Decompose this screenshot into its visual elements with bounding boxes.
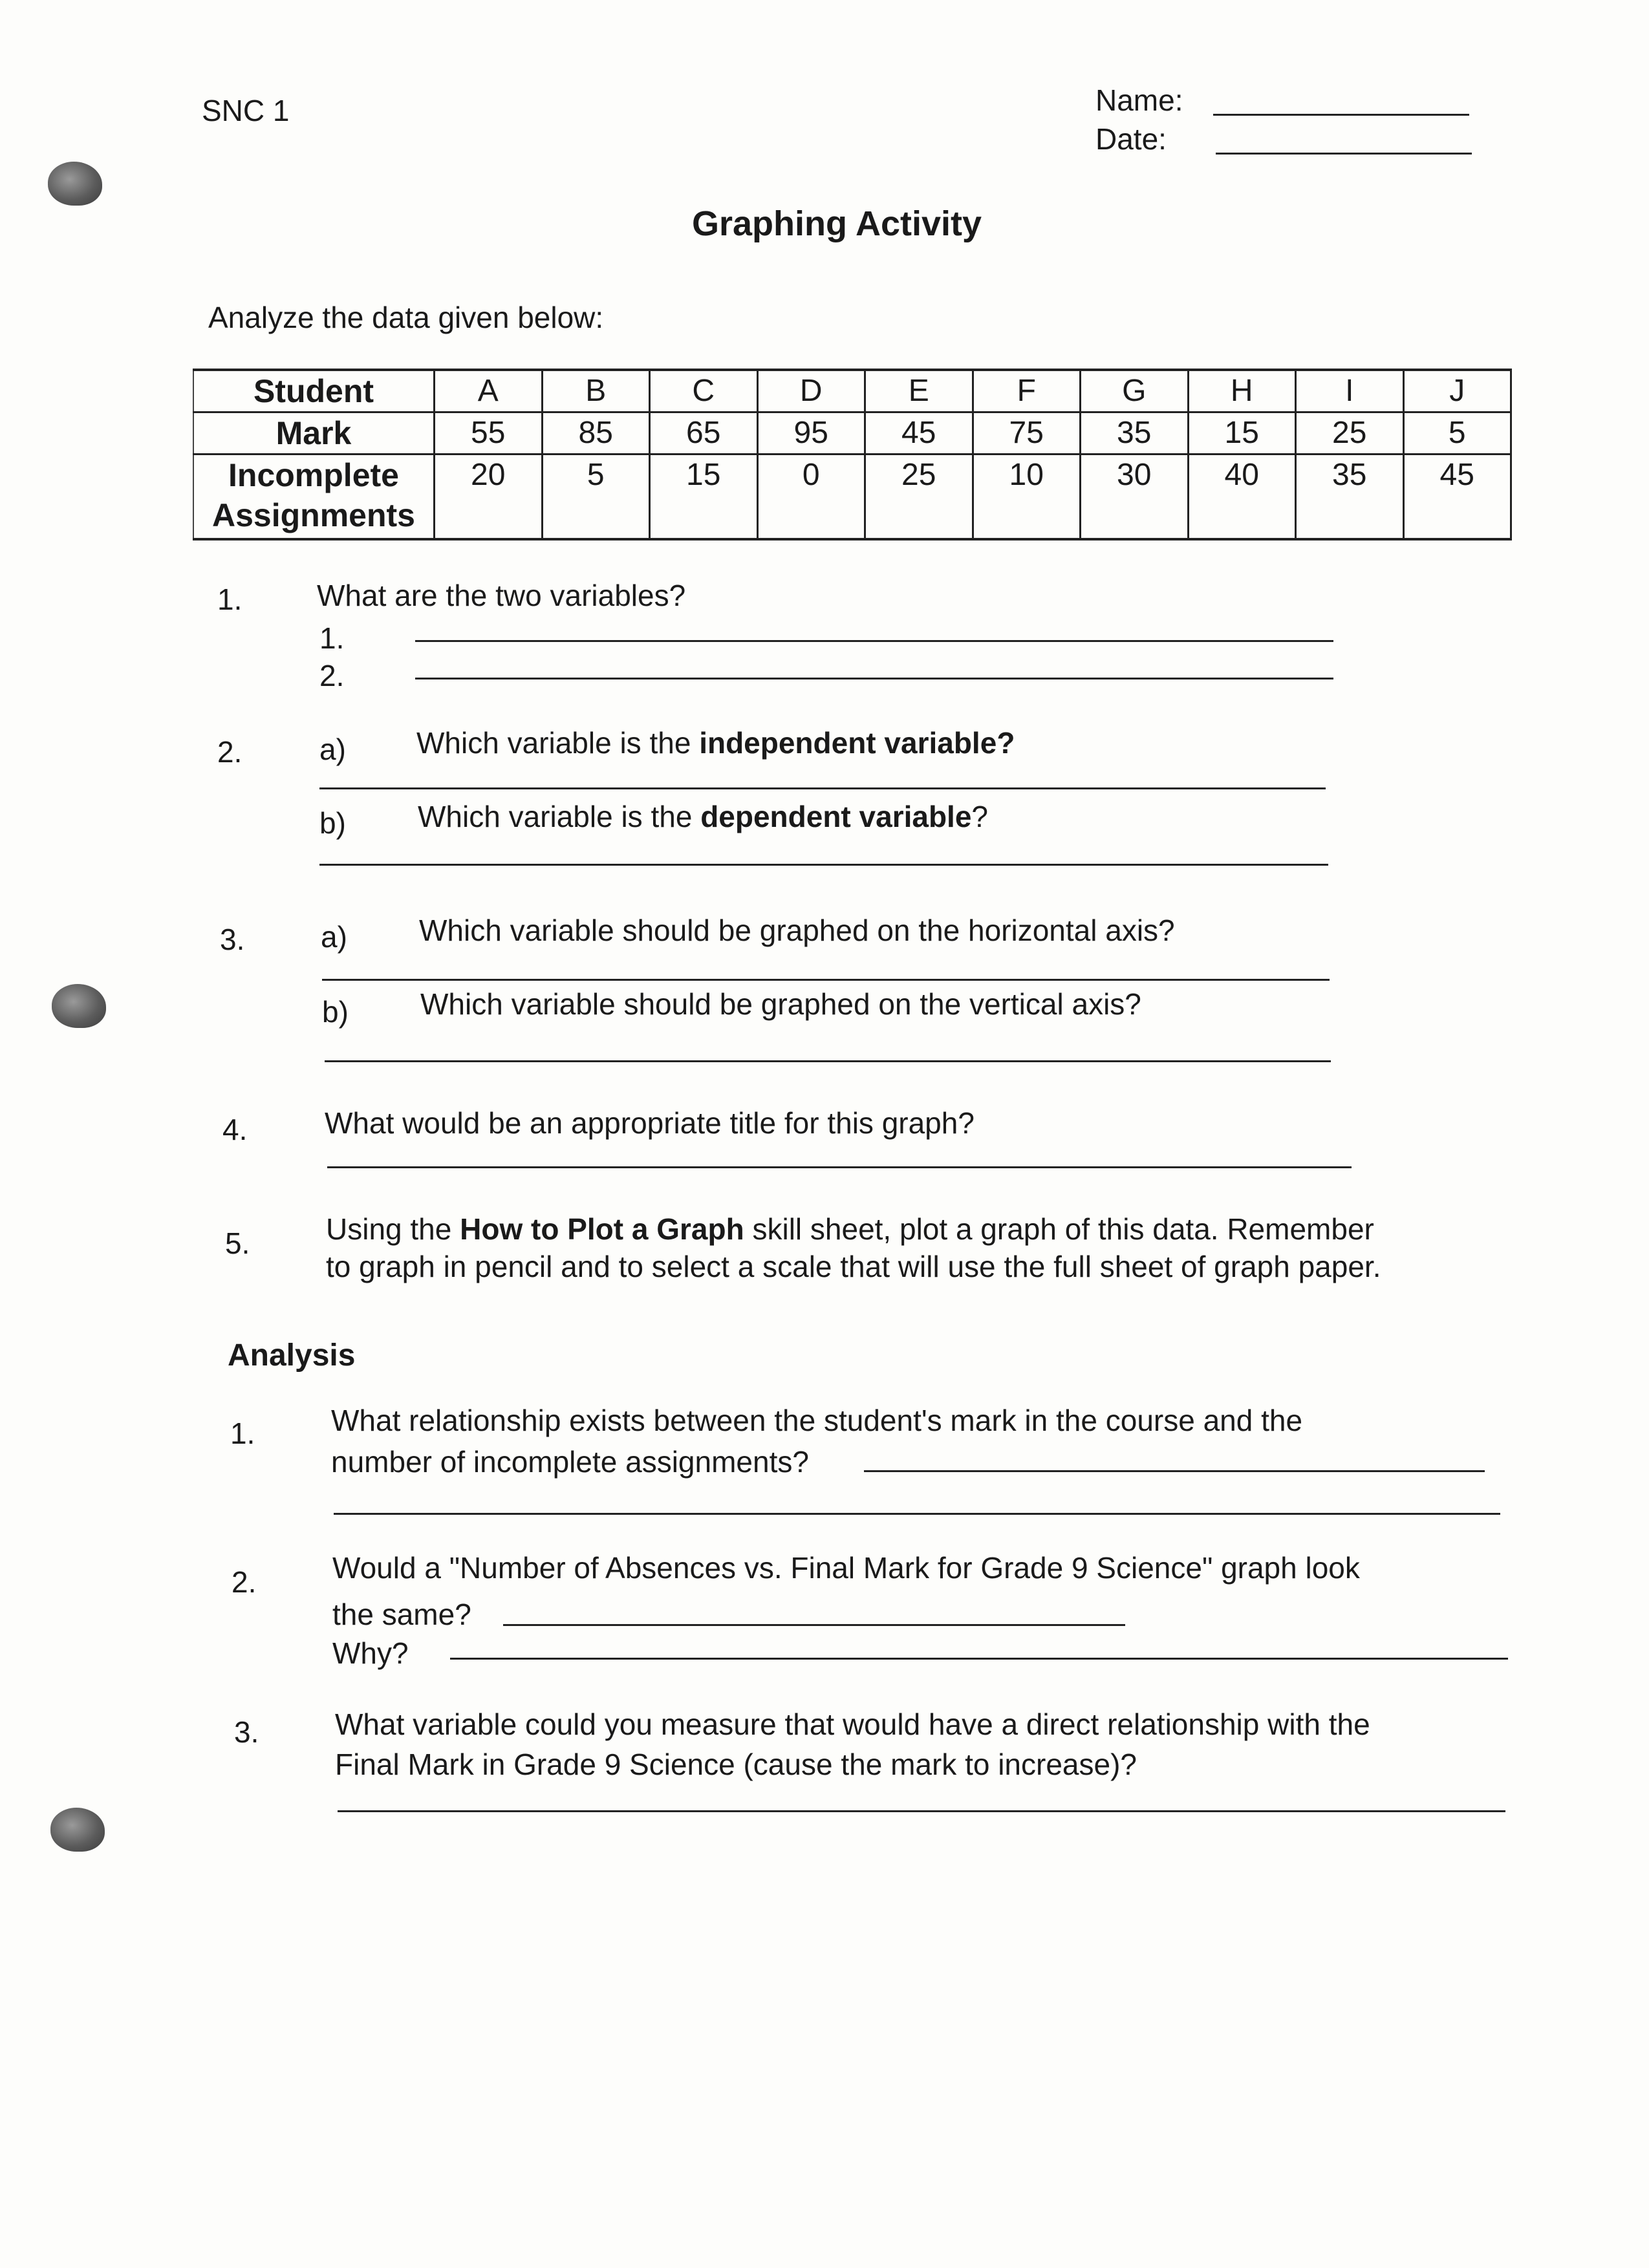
- incomplete-cell: 40: [1188, 455, 1296, 540]
- date-label: Date:: [1095, 122, 1167, 156]
- student-cell: D: [757, 370, 865, 412]
- analysis-2-line3: Why?: [332, 1636, 409, 1670]
- mark-cell: 5: [1403, 412, 1511, 455]
- student-cell: J: [1403, 370, 1511, 412]
- question-5-line1: [326, 1212, 1374, 1247]
- question-4-answer[interactable]: [327, 1166, 1352, 1168]
- punch-hole-middle: [52, 984, 106, 1028]
- row-header-incomplete-line1: Incomplete: [228, 457, 399, 493]
- question-3b-text: Which variable should be graphed on the vertical axis?: [420, 987, 1141, 1021]
- punch-hole-top: [48, 162, 102, 206]
- question-3a-text: Which variable should be graphed on the horizontal axis?: [419, 914, 1175, 947]
- question-1-number: 1.: [217, 583, 242, 616]
- row-header-incomplete: [193, 455, 435, 540]
- question-1-sub2-label: 2.: [319, 659, 345, 692]
- incomplete-cell: 30: [1081, 455, 1189, 540]
- question-1-text: What are the two variables?: [317, 579, 686, 612]
- mark-cell: 95: [757, 412, 865, 455]
- analysis-3-number: 3.: [234, 1715, 259, 1749]
- question-2b-answer[interactable]: [319, 864, 1328, 866]
- incomplete-cell: 35: [1296, 455, 1404, 540]
- incomplete-row: [193, 455, 1511, 540]
- analysis-2-same-answer[interactable]: [503, 1624, 1125, 1626]
- mark-cell: 15: [1188, 412, 1296, 455]
- row-header-incomplete-line2: Assignments: [212, 497, 415, 533]
- question-2a-text-post: ?: [997, 726, 1015, 760]
- mark-cell: 35: [1081, 412, 1189, 455]
- analysis-3-line1: What variable could you measure that would have a direct relationship with the: [335, 1707, 1370, 1741]
- course-code: SNC 1: [202, 94, 290, 127]
- student-row: [193, 370, 1511, 412]
- mark-cell: 25: [1296, 412, 1404, 455]
- row-header-mark: Mark: [193, 412, 435, 455]
- mark-cell: 65: [650, 412, 758, 455]
- question-2b-text: [418, 799, 988, 835]
- question-5-post: skill sheet, plot a graph of this data. Remember: [744, 1212, 1374, 1246]
- question-3b-label: b): [322, 995, 349, 1029]
- mark-cell: 45: [865, 412, 973, 455]
- incomplete-cell: 20: [435, 455, 543, 540]
- row-header-student: Student: [193, 370, 435, 412]
- analysis-1-answer-inline[interactable]: [864, 1470, 1485, 1472]
- mark-cell: 85: [542, 412, 650, 455]
- page-title: Graphing Activity: [692, 204, 982, 243]
- analysis-2-why-answer[interactable]: [450, 1658, 1508, 1660]
- student-cell: E: [865, 370, 973, 412]
- incomplete-cell: 5: [542, 455, 650, 540]
- question-2a-text-pre: Which variable is the: [416, 726, 700, 760]
- incomplete-cell: 15: [650, 455, 758, 540]
- mark-row: [193, 412, 1511, 455]
- date-field[interactable]: [1216, 153, 1472, 155]
- analysis-1-line2: number of incomplete assignments?: [331, 1445, 809, 1479]
- question-1-answer-2[interactable]: [415, 678, 1333, 679]
- student-cell: H: [1188, 370, 1296, 412]
- intro-text: Analyze the data given below:: [208, 301, 604, 334]
- incomplete-cell: 45: [1403, 455, 1511, 540]
- analysis-2-line1: Would a "Number of Absences vs. Final Mark for Grade 9 Science" graph look: [332, 1551, 1360, 1585]
- student-cell: A: [435, 370, 543, 412]
- question-2a-answer[interactable]: [319, 787, 1326, 789]
- data-table: [193, 369, 1512, 540]
- question-4-number: 4.: [222, 1113, 248, 1146]
- incomplete-cell: 0: [757, 455, 865, 540]
- mark-cell: 55: [435, 412, 543, 455]
- question-2a-label: a): [319, 733, 346, 766]
- incomplete-cell: 25: [865, 455, 973, 540]
- question-1-answer-1[interactable]: [415, 640, 1333, 642]
- punch-hole-bottom: [50, 1808, 105, 1852]
- student-cell: C: [650, 370, 758, 412]
- question-2-number: 2.: [217, 735, 242, 769]
- incomplete-cell: 10: [973, 455, 1081, 540]
- question-5-bold: How to Plot a Graph: [460, 1212, 744, 1246]
- question-3-number: 3.: [220, 923, 245, 956]
- question-1-sub1-label: 1.: [319, 621, 345, 655]
- mark-cell: 75: [973, 412, 1081, 455]
- question-5-pre: Using the: [326, 1212, 460, 1246]
- student-cell: I: [1296, 370, 1404, 412]
- question-5-number: 5.: [225, 1226, 250, 1260]
- question-3a-answer[interactable]: [322, 979, 1330, 981]
- analysis-2-line2: the same?: [332, 1598, 471, 1631]
- question-2b-text-post: ?: [971, 800, 989, 833]
- analysis-1-answer[interactable]: [334, 1513, 1500, 1515]
- question-5-line2: to graph in pencil and to select a scale that will use the full sheet of graph paper.: [326, 1250, 1381, 1283]
- analysis-2-number: 2.: [232, 1565, 257, 1599]
- analysis-3-line2: Final Mark in Grade 9 Science (cause the mark to increase)?: [335, 1748, 1137, 1781]
- student-cell: F: [973, 370, 1081, 412]
- question-3b-answer[interactable]: [325, 1060, 1331, 1062]
- analysis-1-line1: What relationship exists between the student's mark in the course and the: [331, 1404, 1303, 1437]
- question-2b-text-pre: Which variable is the: [418, 800, 701, 833]
- name-label: Name:: [1095, 83, 1183, 117]
- student-cell: B: [542, 370, 650, 412]
- question-2b-text-bold: dependent variable: [700, 800, 972, 833]
- analysis-1-number: 1.: [230, 1417, 255, 1450]
- analysis-heading: Analysis: [228, 1338, 356, 1373]
- question-3a-label: a): [321, 920, 347, 954]
- question-2a-text-bold: independent variable: [699, 726, 997, 760]
- question-4-text: What would be an appropriate title for this graph?: [325, 1106, 975, 1140]
- question-2b-label: b): [319, 806, 346, 840]
- name-field[interactable]: [1213, 114, 1469, 116]
- question-2a-text: [416, 725, 1015, 761]
- student-cell: G: [1081, 370, 1189, 412]
- analysis-3-answer[interactable]: [338, 1810, 1505, 1812]
